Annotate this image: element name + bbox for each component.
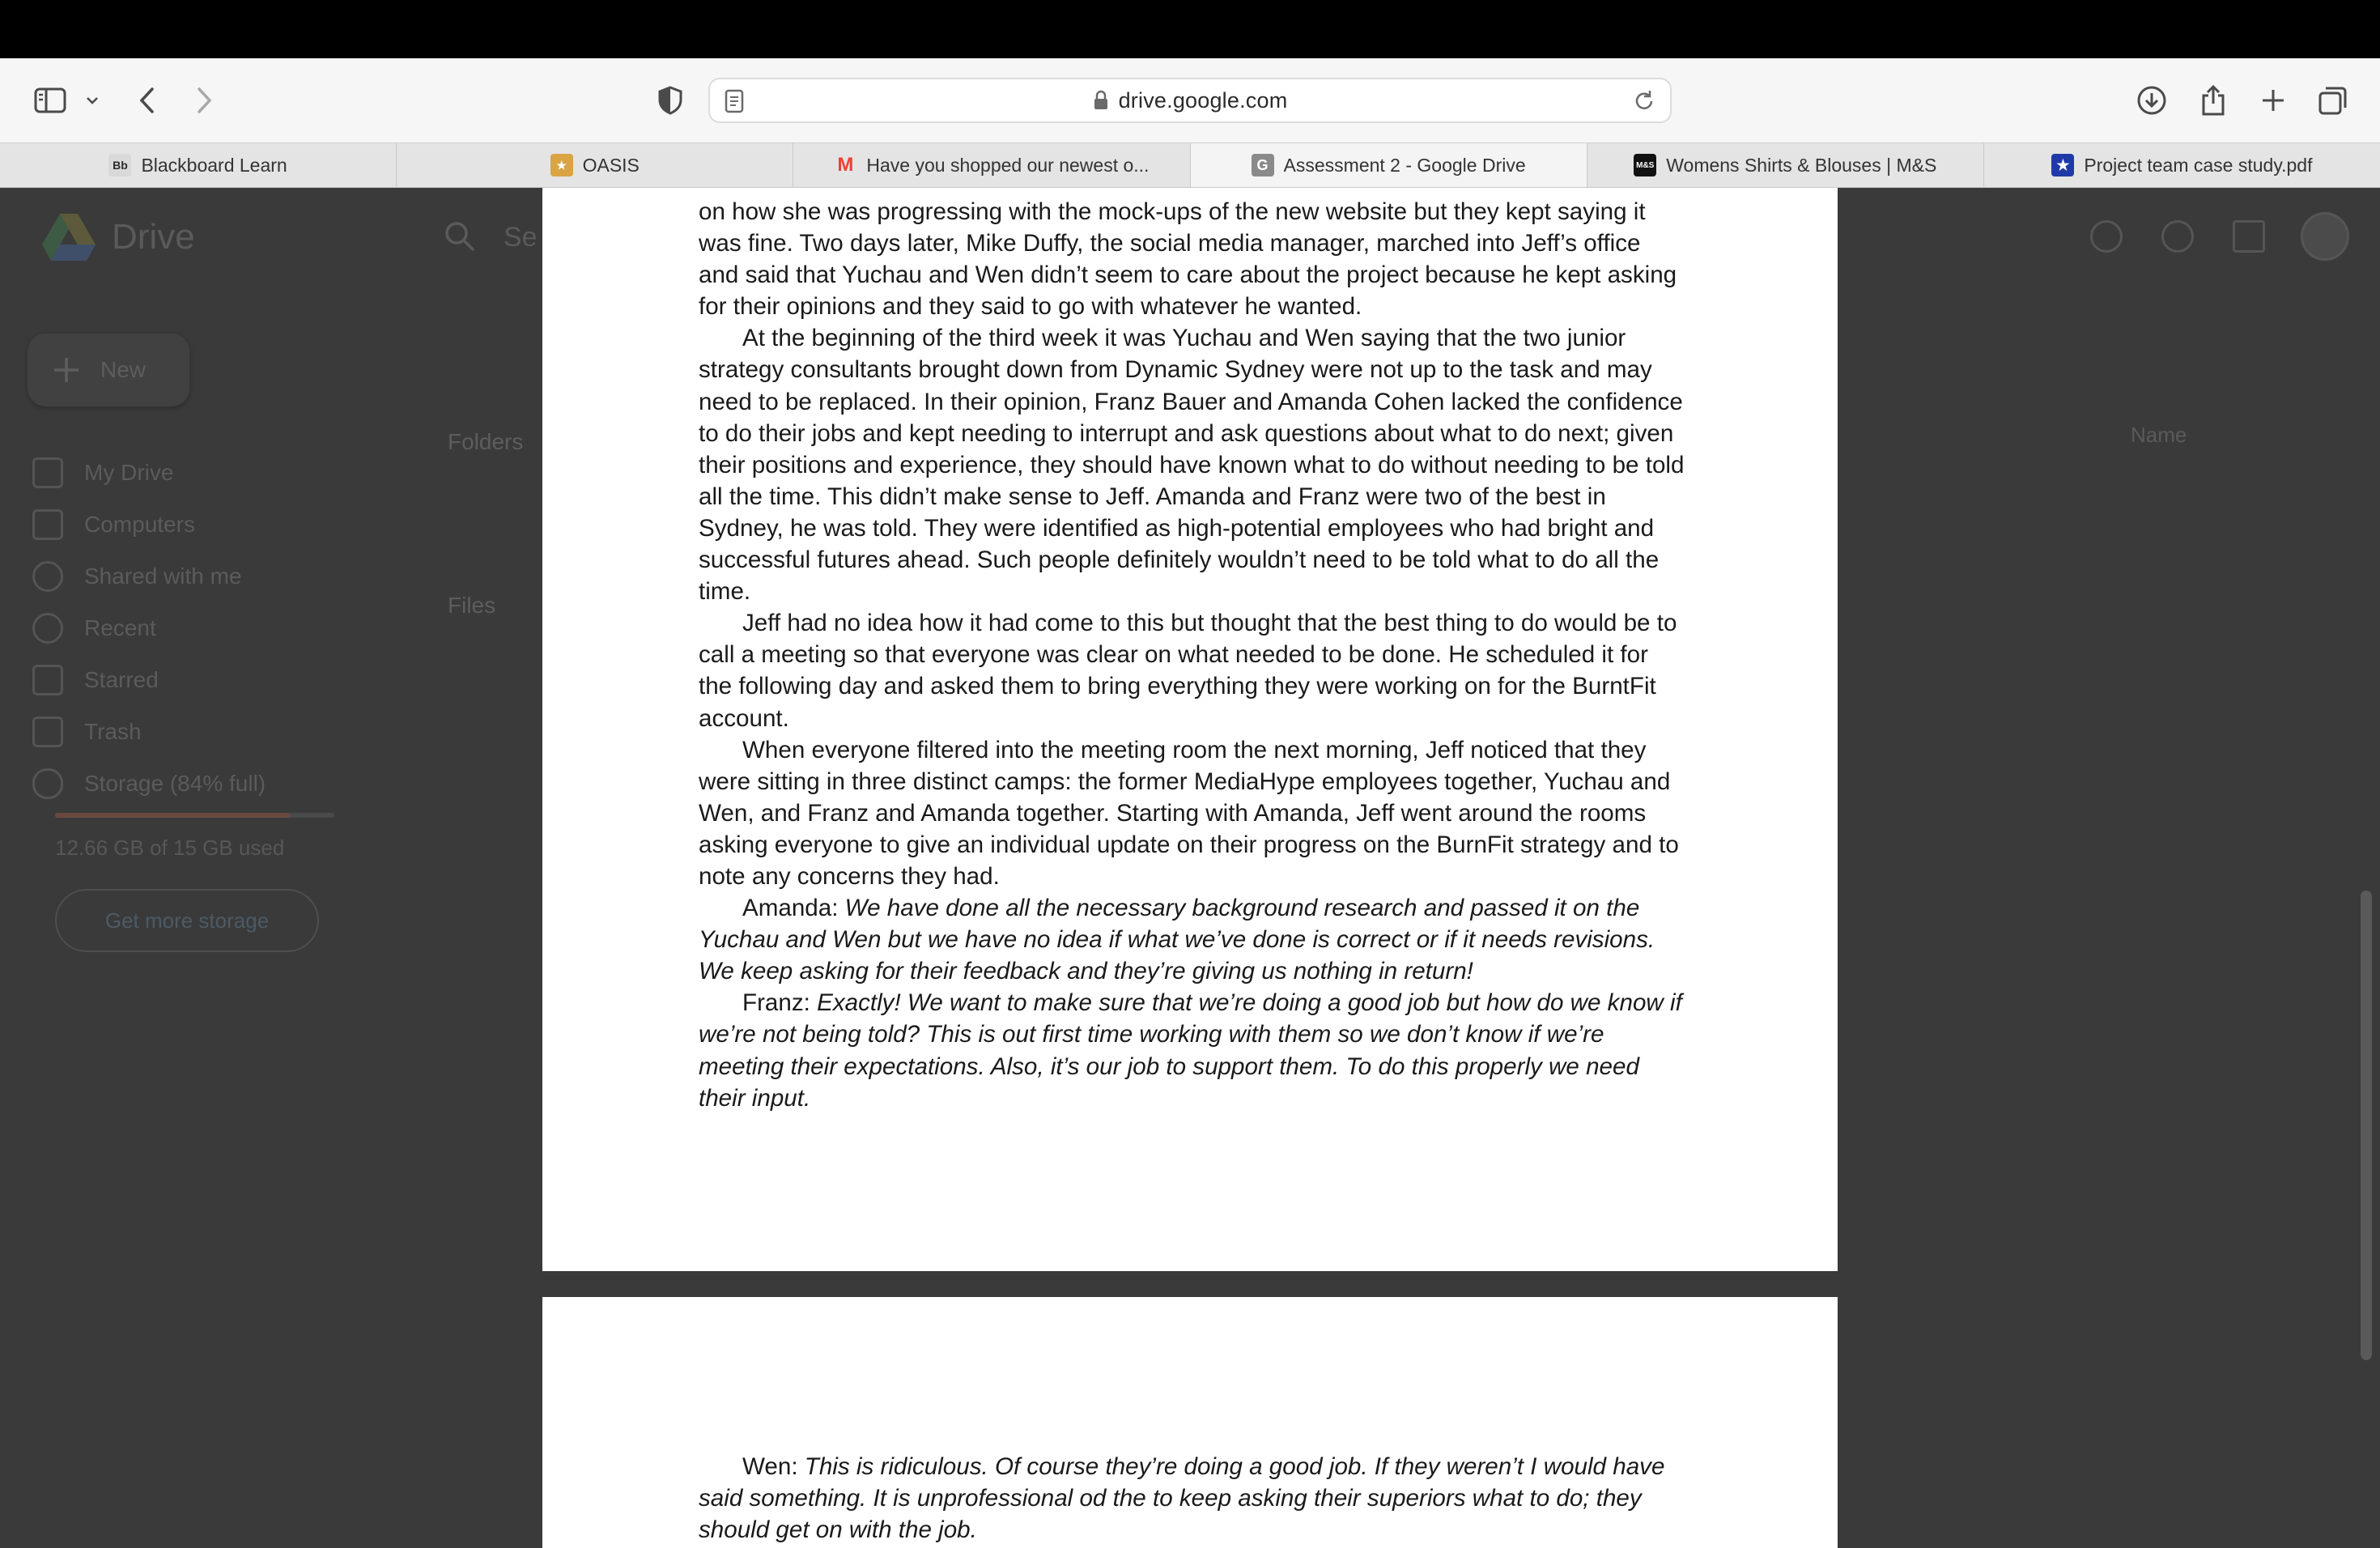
- people-icon: [32, 561, 63, 592]
- search-input[interactable]: Se: [504, 222, 538, 253]
- tab-project-team-case-study[interactable]: [1984, 143, 2380, 187]
- pdf-page-1: [542, 188, 1838, 1271]
- apps-grid-icon[interactable]: [2233, 220, 2265, 253]
- nav-label: Trash: [84, 719, 142, 744]
- tab-overview-icon[interactable]: [2315, 78, 2351, 123]
- sidebar-chevron-down-icon[interactable]: [81, 78, 104, 123]
- tab-gmail[interactable]: [793, 143, 1190, 187]
- downloads-icon[interactable]: [2134, 78, 2170, 123]
- reload-icon[interactable]: [1633, 89, 1655, 117]
- search-icon[interactable]: [444, 220, 476, 257]
- nav-recent[interactable]: [32, 602, 266, 654]
- clock-icon: [32, 613, 63, 644]
- privacy-shield-icon[interactable]: [654, 78, 686, 123]
- screen-top-bar: [0, 0, 2380, 58]
- nav-label: Starred: [84, 667, 159, 692]
- nav-storage[interactable]: [32, 758, 266, 810]
- oasis-icon: ★: [550, 154, 573, 176]
- tab-bar: [0, 142, 2380, 188]
- settings-gear-icon[interactable]: [2161, 220, 2194, 253]
- storage-bar: [55, 813, 334, 818]
- nav-label: Computers: [84, 512, 195, 537]
- url-text: drive.google.com: [1118, 87, 1288, 113]
- browser-toolbar: [0, 58, 2380, 142]
- tab-label: Have you shopped our newest o...: [866, 154, 1150, 176]
- get-more-storage-button[interactable]: Get more storage: [55, 889, 319, 952]
- quote-wen: This is ridiculous. Of course they’re doing a good job. If they weren’t I would have said something. It is unprofessional od the to keep asking their superiors what to do; they should get on with the job.: [699, 1453, 1665, 1544]
- sort-by-name[interactable]: Name: [2131, 423, 2187, 447]
- page-1-text: [699, 196, 1686, 1114]
- nav-label: Storage (84% full): [84, 771, 266, 796]
- google-drive-tab-icon: G: [1252, 154, 1274, 176]
- plus-icon: [52, 355, 81, 385]
- my-drive-icon: [32, 457, 63, 488]
- paragraph-3: Jeff had no idea how it had come to this but thought that the best thing to do would be to call a meeting so that everyone was clear on what needed to be done. He scheduled it for the following day and asked them to bring everything they were working on for the BurntFit account.: [699, 610, 1677, 732]
- tab-oasis[interactable]: [397, 143, 793, 187]
- nav-computers[interactable]: [32, 499, 266, 551]
- new-tab-icon[interactable]: [2255, 78, 2291, 123]
- new-button-label: New: [100, 357, 147, 382]
- paragraph-2: At the beginning of the third week it was Yuchau and Wen saying that the two junior strategy consultants brought down from Dynamic Sydney were not up to the task and may need to be replaced. In their opinion, Franz Bauer and Amanda Cohen lacked the confidence to do their jobs and kept needing to interrupt and ask questions about what to do next; given their positions and experience, they should have known what to do without needing to be told all the time. This didn’t make sense to Jeff. Amanda and Franz were two of the best in Sydney, he was told. They were identified as high-potential employees who had bright and successful futures ahead. Such people definitely wouldn’t need to be told what to do all the time.: [699, 325, 1685, 606]
- paragraph-wen: [699, 1451, 1686, 1546]
- nav-label: Shared with me: [84, 563, 242, 589]
- files-label: Files: [448, 593, 496, 618]
- trash-icon: [32, 717, 63, 747]
- nav-starred[interactable]: [32, 654, 266, 706]
- pdf-page-2: [542, 1297, 1838, 1548]
- tab-google-drive[interactable]: [1191, 143, 1587, 187]
- share-icon[interactable]: [2195, 78, 2231, 123]
- nav-my-drive[interactable]: [32, 447, 266, 499]
- tab-blackboard-learn[interactable]: [0, 143, 397, 187]
- folders-label: Folders: [448, 429, 524, 454]
- nav-trash[interactable]: [32, 706, 266, 758]
- tab-label: Assessment 2 - Google Drive: [1283, 154, 1526, 176]
- storage-bar-fill: [55, 813, 290, 818]
- avatar[interactable]: [2301, 212, 2349, 261]
- drive-logo-text: Drive: [112, 217, 195, 257]
- tab-label: OASIS: [582, 154, 640, 176]
- sidebar-toggle-icon[interactable]: [31, 78, 70, 123]
- lock-icon: [1093, 90, 1109, 111]
- blackboard-icon: Bb: [108, 154, 131, 176]
- nav-label: My Drive: [84, 460, 174, 485]
- speaker-wen: Wen:: [742, 1453, 805, 1480]
- paragraph-1: on how she was progressing with the mock-ups of the new website but they kept saying it was fine. Two days later, Mike Duffy, the social media manager, marched into Jeff’s office and said that Yuchau and Wen didn’t seem to care about the project because he kept asking for their opinions and they said to go with whatever he wanted.: [699, 198, 1677, 321]
- gmail-icon: M: [837, 154, 854, 176]
- drive-logo: [40, 212, 195, 262]
- paragraph-amanda: [699, 892, 1686, 987]
- computer-icon: [32, 509, 63, 540]
- paragraph-4: When everyone filtered into the meeting room the next morning, Jeff noticed that they were sitting in three distinct camps: the former MediaHype employees together, Yuchau and Wen, and Franz and Amanda together. Starting with Amanda, Jeff went around the rooms asking everyone to give an individual update on their progress on the BurnFit strategy and to note any concerns they had.: [699, 736, 1679, 890]
- paragraph-franz: [699, 987, 1686, 1113]
- address-bar[interactable]: [708, 78, 1672, 123]
- new-button[interactable]: [28, 334, 189, 406]
- pdf-star-icon: ★: [2051, 154, 2074, 176]
- tab-label: Womens Shirts & Blouses | M&S: [1666, 154, 1937, 176]
- quote-amanda: We have done all the necessary background research and passed it on the Yuchau and Wen but we have no idea if what we’ve done is correct or if it needs revisions. We keep asking for their feedback and they’re giving us nothing in return!: [699, 895, 1655, 985]
- drive-nav: [32, 447, 266, 810]
- drive-logo-icon: [40, 212, 97, 262]
- star-icon: [32, 665, 63, 695]
- cloud-icon: [32, 768, 63, 799]
- tab-label: Blackboard Learn: [141, 154, 287, 176]
- back-icon[interactable]: [133, 78, 162, 123]
- tab-label: Project team case study.pdf: [2084, 154, 2313, 176]
- speaker-amanda: Amanda:: [742, 895, 845, 922]
- forward-icon[interactable]: [189, 78, 219, 123]
- help-icon[interactable]: [2090, 220, 2123, 253]
- nav-shared-with-me[interactable]: [32, 551, 266, 602]
- marks-and-spencer-icon: M&S: [1634, 154, 1656, 176]
- speaker-franz: Franz:: [742, 989, 818, 1017]
- reader-mode-icon[interactable]: [725, 89, 744, 117]
- tab-marks-and-spencer[interactable]: [1587, 143, 1984, 187]
- nav-label: Recent: [84, 615, 156, 640]
- storage-usage-text: 12.66 GB of 15 GB used: [55, 836, 285, 860]
- quote-franz: Exactly! We want to make sure that we’re doing a good job but how do we know if we’re not being told? This is out first time working with them so we don’t know if we’re meeting their expectations. Also, it’s our job to support them. To do this properly we need their input.: [699, 989, 1682, 1112]
- scrollbar-thumb[interactable]: [2361, 891, 2372, 1360]
- page-2-text: [699, 1451, 1686, 1546]
